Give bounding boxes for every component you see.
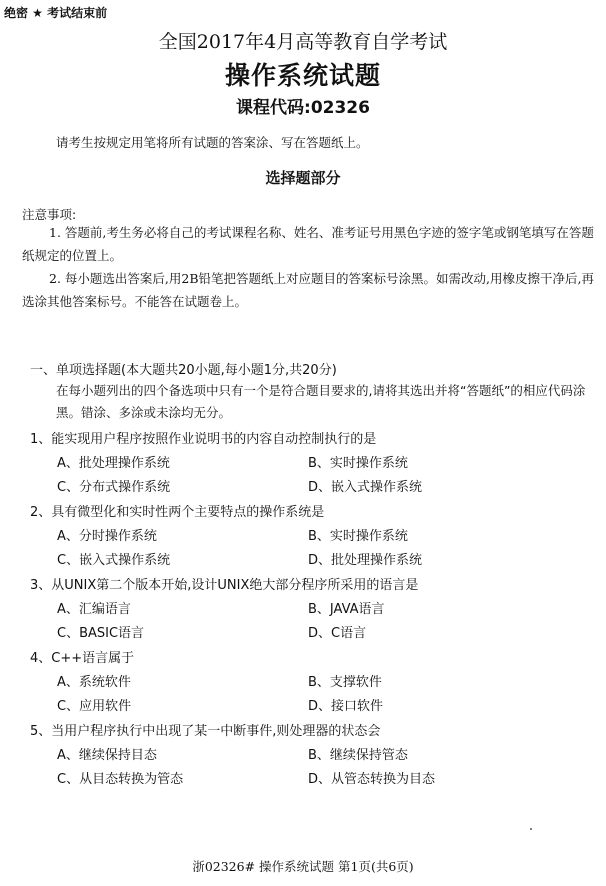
course-code: 课程代码:02326 bbox=[236, 98, 370, 118]
option-b: B、JAVA语言 bbox=[308, 602, 385, 617]
option-c: C、应用软件 bbox=[57, 699, 132, 714]
notes-title: 注意事项: bbox=[22, 207, 77, 222]
option-c: C、嵌入式操作系统 bbox=[57, 553, 171, 568]
question-stem: 2、具有微型化和实时性两个主要特点的操作系统是 bbox=[30, 505, 325, 520]
option-d: D、批处理操作系统 bbox=[308, 553, 423, 568]
option-c: C、从目态转换为管态 bbox=[57, 772, 184, 787]
option-c: C、分布式操作系统 bbox=[57, 480, 171, 495]
section1-description: 在每小题列出的四个备选项中只有一个是符合题目要求的,请将其选出并将“答题纸”的相应代码涂黑。错涂、多涂或未涂均无分。 bbox=[56, 383, 586, 420]
section-heading: 选择题部分 bbox=[265, 169, 341, 187]
option-a: A、系统软件 bbox=[57, 675, 131, 690]
question-stem: 3、从UNIX第二个版本开始,设计UNIX绝大部分程序所采用的语言是 bbox=[30, 578, 419, 593]
exam-title: 全国2017年4月高等教育自学考试 bbox=[158, 31, 448, 53]
note-item: 2. 每小题选出答案后,用2B铅笔把答题纸上对应题目的答案标号涂黑。如需改动,用橡皮擦干净后,再选涂其他答案标号。不能答在试题卷上。 bbox=[22, 271, 594, 309]
option-a: A、继续保持目态 bbox=[57, 748, 157, 763]
answer-instruction: 请考生按规定用笔将所有试题的答案涂、写在答题纸上。 bbox=[56, 135, 369, 150]
page-footer: 浙02326# 操作系统试题 第1页(共6页) bbox=[192, 859, 414, 874]
option-b: B、实时操作系统 bbox=[308, 529, 408, 544]
option-b: B、支撑软件 bbox=[308, 675, 382, 690]
option-b: B、继续保持管态 bbox=[308, 748, 408, 763]
option-d: D、C语言 bbox=[308, 626, 367, 641]
question-stem: 4、C++语言属于 bbox=[30, 651, 135, 666]
scan-speck bbox=[530, 828, 532, 830]
option-d: D、接口软件 bbox=[308, 699, 384, 714]
option-c: C、BASIC语言 bbox=[57, 626, 145, 641]
question-stem: 1、能实现用户程序按照作业说明书的内容自动控制执行的是 bbox=[30, 432, 377, 447]
option-b: B、实时操作系统 bbox=[308, 456, 408, 471]
confidential-label: 绝密 ★ 考试结束前 bbox=[4, 6, 108, 20]
option-a: A、分时操作系统 bbox=[57, 529, 157, 544]
section1-title: 一、单项选择题(本大题共20小题,每小题1分,共20分) bbox=[30, 363, 337, 378]
option-a: A、汇编语言 bbox=[57, 602, 131, 617]
question-stem: 5、当用户程序执行中出现了某一中断事件,则处理器的状态会 bbox=[30, 724, 381, 739]
option-a: A、批处理操作系统 bbox=[57, 456, 170, 471]
subject-title: 操作系统试题 bbox=[224, 61, 381, 90]
option-d: D、从管态转换为目态 bbox=[308, 772, 436, 787]
option-d: D、嵌入式操作系统 bbox=[308, 480, 423, 495]
note-item: 1. 答题前,考生务必将自己的考试课程名称、姓名、准考证号用黑色字迹的签字笔或钢笔填写在答题纸规定的位置上。 bbox=[22, 225, 594, 263]
